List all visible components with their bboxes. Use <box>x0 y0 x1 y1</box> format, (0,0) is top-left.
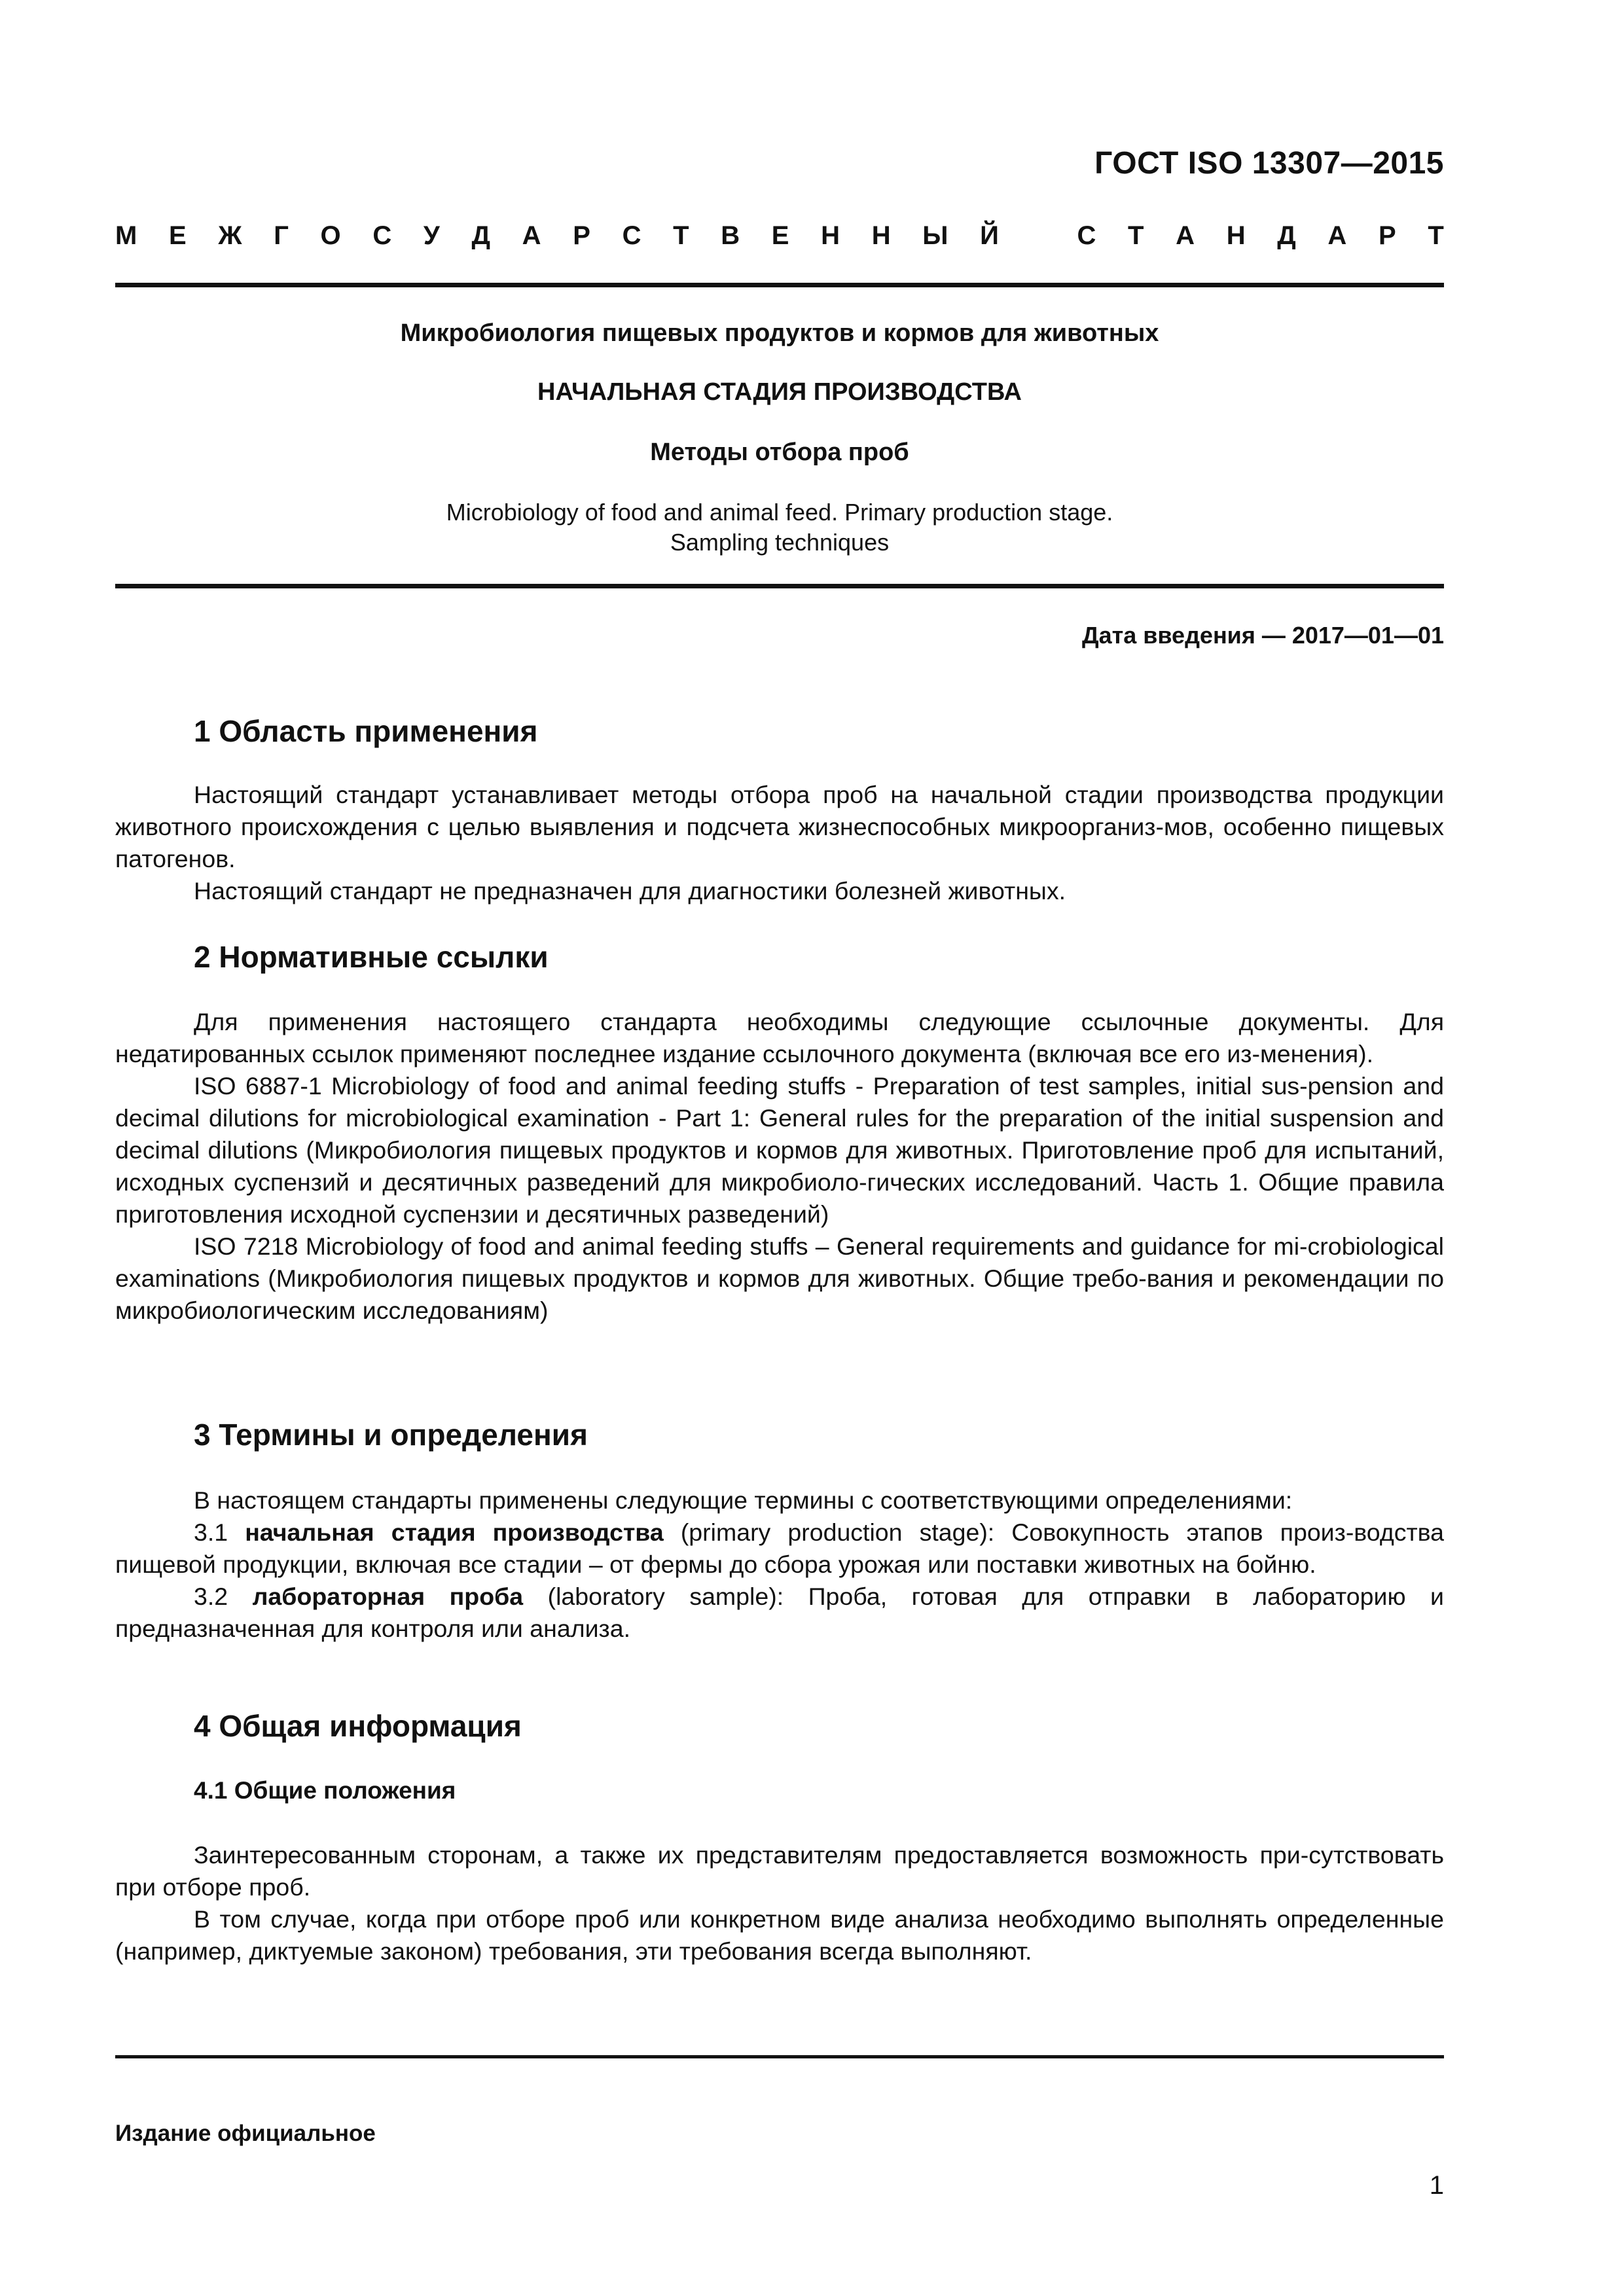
standard-type-letter: Т <box>1128 221 1144 250</box>
standard-number: ГОСТ ISO 13307—2015 <box>1094 146 1444 181</box>
section-2-reference-2: ISO 7218 Microbiology of food and animal feeding stuffs – General requirements and guidance for mi-crobiological examinations (Микробиология пищевых продуктов и кормов для животных. Общие требо-вания и рекомендации по микробиологическим исследованиям) <box>115 1232 1444 1324</box>
section-4-body <box>115 1839 1444 1967</box>
section-2-body <box>115 1006 1444 1327</box>
standard-type-heading <box>115 221 1444 251</box>
document-title-ru: Микробиология пищевых продуктов и кормов для животных <box>400 319 1159 347</box>
standard-type-letter: Ы <box>922 221 948 250</box>
section-4-paragraph-1: Заинтересованным сторонам, а также их представителям предоставляется возможность при-сутствовать при отборе проб. <box>115 1841 1444 1901</box>
section-3-body <box>115 1484 1444 1645</box>
standard-type-letter: С <box>372 221 392 250</box>
section-4-heading: 4 Общая информация <box>194 1709 522 1743</box>
document-title-en <box>115 497 1444 558</box>
standard-type-letter: У <box>423 221 440 250</box>
standard-type-letter: Р <box>573 221 590 250</box>
standard-type-letter <box>1031 221 1045 251</box>
standard-type-letter: Д <box>1277 221 1296 250</box>
section-1-paragraph-1: Настоящий стандарт устанавливает методы отбора проб на начальной стадии производства продукции животного происхождения с целью выявления и подсчета жизнеспособных микроорганиз-мов, особенно пищевых патогенов. <box>115 781 1444 872</box>
standard-type-letter: Г <box>274 221 289 250</box>
section-3-paragraph-1: В настоящем стандарты применены следующие термины с соответствующими определениями: <box>194 1486 1293 1514</box>
standard-type-letter: А <box>1327 221 1347 250</box>
standard-type-letter: Н <box>871 221 891 250</box>
standard-type-letter: В <box>721 221 740 250</box>
section-2-heading: 2 Нормативные ссылки <box>194 940 549 974</box>
document-title-en-line2: Sampling techniques <box>670 529 890 556</box>
term-3-1-name: начальная стадия производства <box>245 1518 664 1546</box>
document-subtitle2-ru: Методы отбора проб <box>650 439 909 466</box>
section-3-heading: 3 Термины и определения <box>194 1418 588 1452</box>
term-3-2-name: лабораторная проба <box>252 1583 524 1610</box>
standard-type-letter: А <box>522 221 541 250</box>
page-number: 1 <box>1429 2171 1444 2200</box>
standard-type-letter: Й <box>980 221 999 250</box>
standard-type-letter: С <box>622 221 641 250</box>
standard-type-letter: Р <box>1378 221 1396 250</box>
section-2-reference-1: ISO 6887-1 Microbiology of food and animal feeding stuffs - Preparation of test samples, initial sus-pension and decimal dilutions for microbiological examination - Part 1: General rules for the preparation of the initial suspension and decimal dilutions (Микробиология пищевых продуктов и кормов для животных. Приготовление проб для испытаний, исходных суспензий и десятичных разведений для микробиоло-гических исследований. Часть 1. Общие правила приготовления исходной суспензии и десятичных разведений) <box>115 1072 1444 1228</box>
standard-type-letter: Т <box>673 221 689 250</box>
official-edition-label: Издание официальное <box>115 2121 376 2146</box>
standard-type-letter: О <box>320 221 341 250</box>
introduction-date: Дата введения — 2017—01—01 <box>1081 622 1444 649</box>
standard-type-letter: С <box>1077 221 1096 250</box>
standard-type-letter: А <box>1176 221 1195 250</box>
section-1-body <box>115 779 1444 907</box>
term-3-2: 3.2 лабораторная проба (laboratory sample): Проба, готовая для отправки в лабораторию и предназначенная для контроля или анализа. <box>115 1583 1444 1642</box>
standard-type-letter: Е <box>771 221 789 250</box>
standard-type-letter: Т <box>1428 221 1444 250</box>
document-subtitle-ru: НАЧАЛЬНАЯ СТАДИЯ ПРОИЗВОДСТВА <box>537 378 1022 406</box>
standard-type-letter: Д <box>471 221 490 250</box>
standard-type-letter: Ж <box>218 221 242 250</box>
standard-type-letter: Н <box>821 221 840 250</box>
term-3-1: 3.1 начальная стадия производства (primary production stage): Совокупность этапов произ-водства пищевой продукции, включая все стадии – от фермы до сбора урожая или поставки животных на бойню. <box>115 1518 1445 1578</box>
section-1-heading: 1 Область применения <box>194 714 538 748</box>
footer-divider <box>115 2055 1444 2058</box>
standard-type-letter: М <box>115 221 137 250</box>
section-4-1-heading: 4.1 Общие положения <box>194 1777 456 1804</box>
section-2-paragraph-1: Для применения настоящего стандарта необходимы следующие ссылочные документы. Для недатированных ссылок применяют последнее издание ссылочного документа (включая все его из-менения). <box>115 1008 1444 1067</box>
title-divider <box>115 584 1444 588</box>
header-divider <box>115 283 1444 287</box>
section-4-paragraph-2: В том случае, когда при отборе проб или конкретном виде анализа необходимо выполнять определенные (например, диктуемые законом) требования, эти требования всегда выполняют. <box>115 1905 1444 1965</box>
standard-type-letter: Е <box>169 221 187 250</box>
standard-type-letter: Н <box>1226 221 1246 250</box>
document-title-en-line1: Microbiology of food and animal feed. Primary production stage. <box>446 499 1113 526</box>
section-1-paragraph-2: Настоящий стандарт не предназначен для диагностики болезней животных. <box>194 877 1066 905</box>
